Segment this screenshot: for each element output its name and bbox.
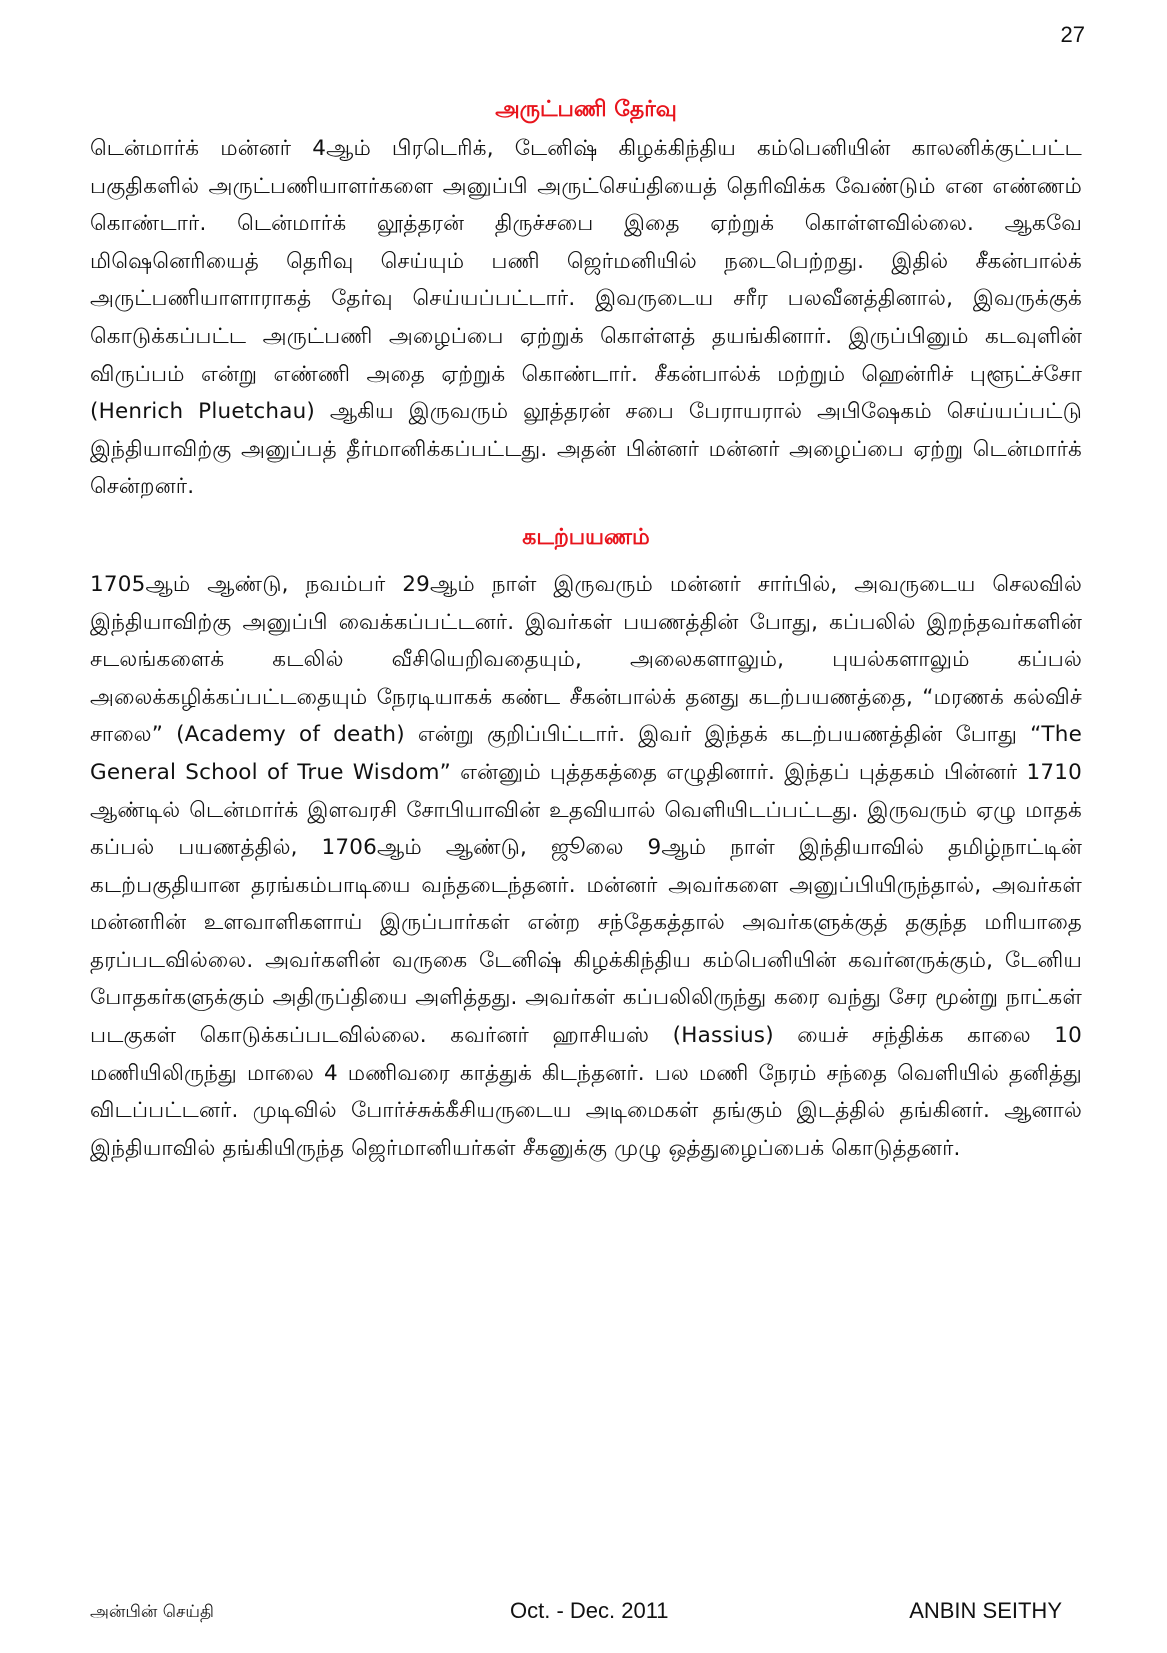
paragraph-sea-voyage: 1705ஆம் ஆண்டு, நவம்பர் 29ஆம் நாள் இருவரும் மன்னர் சார்பில், அவருடைய செலவில் இந்தியாவிற்கு அனுப்பி வைக்கப்பட்டனர். இவர்கள் பயணத்தின் போது, கப்பலில் இறந்தவர்களின் சடலங்களைக் கடலில் வீசியெறிவதையும், அலைகளாலும், புயல்களாலும் கப்பல் அலைக்கழிக்கப்பட்டதையும் நேரடியாகக் கண்ட சீகன்பால்க் தனது கடற்பயணத்தை, “மரணக் கல்விச் சாலை” (Academy of death) என்று குறிப்பிட்டார். இவர் இந்தக் கடற்பயணத்தின் போது “The General School of True Wisdom” என்னும் புத்தகத்தை எழுதினார். இந்தப் புத்தகம் பின்னர் 1710 ஆண்டில் டென்மார்க் இளவரசி சோபியாவின் உதவியால் வெளியிடப்பட்டது. இருவரும் ஏழு மாதக் கப்பல் பயணத்தில், 1706ஆம் ஆண்டு, ஜூலை 9ஆம் நாள் இந்தியாவில் தமிழ்நாட்டின் கடற்பகுதியான தரங்கம்பாடியை வந்தடைந்தனர். மன்னர் அவர்களை அனுப்பியிருந்தால், அவர்கள் மன்னரின் உளவாளிகளாய் இருப்பார்கள் என்ற சந்தேகத்தால் அவர்களுக்குத் தகுந்த மரியாதை தரப்படவில்லை. அவர்களின் வருகை டேனிஷ் கிழக்கிந்திய கம்பெனியின் கவர்னருக்கும், டேனிய போதகர்களுக்கும் அதிருப்தியை அளித்தது. அவர்கள் கப்பலிலிருந்து கரை வந்து சேர மூன்று நாட்கள் படகுகள் கொடுக்கப்படவில்லை. கவர்னர் ஹாசியஸ் (Hassius) யைச் சந்திக்க காலை 10 மணியிலிருந்து மாலை 4 மணிவரை காத்துக் கிடந்தனர். பல மணி நேரம் சந்தை வெளியில் தனித்து விடப்பட்டனர். முடிவில் போர்ச்சுக்கீசியருடைய அடிமைகள் தங்கும் இடத்தில் தங்கினர். ஆனால் இந்தியாவில் தங்கியிருந்த ஜெர்மானியர்கள் சீகனுக்கு முழு ஒத்துழைப்பைக் கொடுத்தனர். <box>90 571 1082 1161</box>
section-title-ministry-selection: அருட்பணி தேர்வு <box>495 97 677 122</box>
page-content <box>90 92 1082 1167</box>
paragraph-ministry-selection: டென்மார்க் மன்னர் 4ஆம் பிரடெரிக், டேனிஷ் கிழக்கிந்திய கம்பெனியின் காலனிக்குட்பட்ட பகுதிகளில் அருட்பணியாளர்களை அனுப்பி அருட்செய்தியைத் தெரிவிக்க வேண்டும் என எண்ணம் கொண்டார். டென்மார்க் லூத்தரன் திருச்சபை இதை ஏற்றுக் கொள்ளவில்லை. ஆகவே மிஷெனெரியைத் தெரிவு செய்யும் பணி ஜெர்மனியில் நடைபெற்றது. இதில் சீகன்பால்க் அருட்பணியாளாராகத் தேர்வு செய்யப்பட்டார். இவருடைய சரீர பலவீனத்தினால், இவருக்குக் கொடுக்கப்பட்ட அருட்பணி அழைப்பை ஏற்றுக் கொள்ளத் தயங்கினார். இருப்பினும் கடவுளின் விருப்பம் என்று எண்ணி அதை ஏற்றுக் கொண்டார். சீகன்பால்க் மற்றும் ஹென்ரிச் புளூட்ச்சோ (Henrich Pluetchau) ஆகிய இருவரும் லூத்தரன் சபை பேராயரால் அபிஷேகம் செய்யப்பட்டு இந்தியாவிற்கு அனுப்பத் தீர்மானிக்கப்பட்டது. அதன் பின்னர் மன்னர் அழைப்பை ஏற்று டென்மார்க் சென்றனர். <box>90 136 1082 500</box>
page-number: 27 <box>1060 22 1085 47</box>
page-footer <box>90 1598 1082 1628</box>
footer-publication-tamil: அன்பின் செய்தி <box>90 1602 214 1622</box>
section-title-sea-voyage: கடற்பயணம் <box>522 524 650 550</box>
footer-issue-date: Oct. - Dec. 2011 <box>510 1598 669 1623</box>
footer-publication-english: ANBIN SEITHY <box>909 1598 1062 1623</box>
